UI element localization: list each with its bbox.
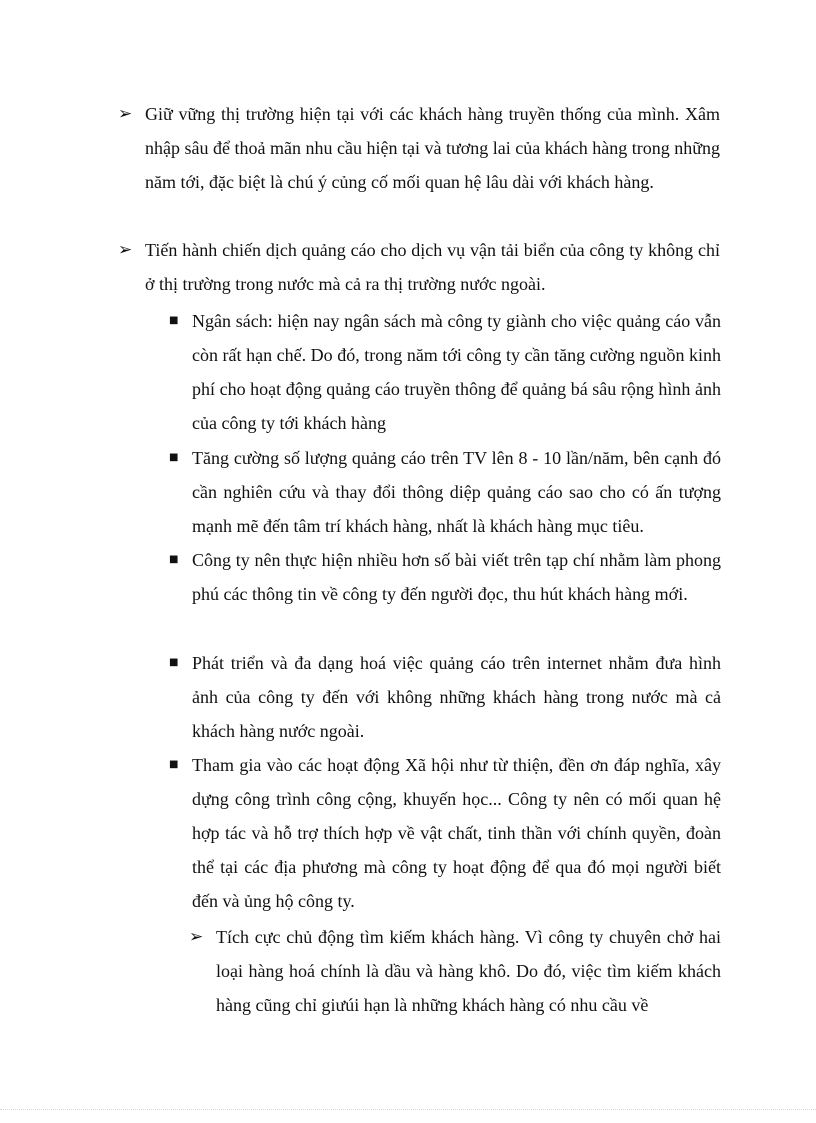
paragraph-text: Phát triển và đa dạng hoá việc quảng cáo trên internet nhằm đưa hình ảnh của công ty đến với không những khách hàng trong nước mà cả khách hàng nước ngoài. — [192, 653, 721, 741]
paragraph-text: Công ty nên thực hiện nhiều hơn số bài viết trên tạp chí nhằm làm phong phú các thông tin về công ty đến người đọc, thu hút khách hàng mới. — [192, 550, 721, 604]
paragraph-text: Giữ vững thị trường hiện tại với các khách hàng truyền thống của mình. Xâm nhập sâu để thoả mãn nhu cầu hiện tại và tương lai của khách hàng trong những năm tới, đặc biệt là chú ý củng cố mối quan hệ lâu dài với khách hàng. — [145, 104, 720, 192]
paragraph-text: Tích cực chủ động tìm kiếm khách hàng. Vì công ty chuyên chở hai loại hàng hoá chính là dầu và hàng khô. Do đó, việc tìm kiếm khách hàng cũng chỉ giưúi hạn là những khách hàng có nhu cầu về — [216, 927, 721, 1015]
sub-bullet-item — [169, 441, 721, 543]
page-bottom-divider — [0, 1109, 816, 1110]
arrow-bullet-icon: ➢ — [189, 927, 204, 947]
square-bullet-icon: ■ — [169, 315, 179, 326]
arrow-bullet-icon: ➢ — [118, 104, 133, 124]
square-bullet-icon: ■ — [169, 657, 179, 668]
nested-bullet-item — [189, 920, 721, 1022]
square-bullet-icon: ■ — [169, 554, 179, 565]
bullet-item — [118, 97, 720, 199]
paragraph-text: Tăng cường số lượng quảng cáo trên TV lên 8 - 10 lần/năm, bên cạnh đó cần nghiên cứu và thay đổi thông diệp quảng cáo sao cho có ấn tượng mạnh mẽ đến tâm trí khách hàng, nhất là khách hàng mục tiêu. — [192, 448, 721, 536]
square-bullet-icon: ■ — [169, 759, 179, 770]
bullet-item — [118, 233, 720, 301]
square-bullet-icon: ■ — [169, 452, 179, 463]
sub-bullet-item — [169, 748, 721, 918]
sub-bullet-item — [169, 304, 721, 440]
sub-bullet-item — [169, 646, 721, 748]
sub-bullet-item — [169, 543, 721, 611]
paragraph-text: Tham gia vào các hoạt động Xã hội như từ thiện, đền ơn đáp nghĩa, xây dựng công trình công cộng, khuyến học... Công ty nên có mối quan hệ hợp tác và hỗ trợ thích hợp về vật chất, tinh thần với chính quyền, đoàn thể tại các địa phương mà công ty hoạt động để qua đó mọi người biết đến và ủng hộ công ty. — [192, 755, 721, 911]
arrow-bullet-icon: ➢ — [118, 240, 133, 260]
paragraph-text: Ngân sách: hiện nay ngân sách mà công ty giành cho việc quảng cáo vẫn còn rất hạn chế. Do đó, trong năm tới công ty cần tăng cường nguồn kinh phí cho hoạt động quảng cáo truyền thông để quảng bá sâu rộng hình ảnh của công ty tới khách hàng — [192, 311, 721, 433]
paragraph-text: Tiến hành chiến dịch quảng cáo cho dịch vụ vận tải biển của công ty không chỉ ở thị trường trong nước mà cả ra thị trường nước ngoài. — [145, 240, 720, 294]
